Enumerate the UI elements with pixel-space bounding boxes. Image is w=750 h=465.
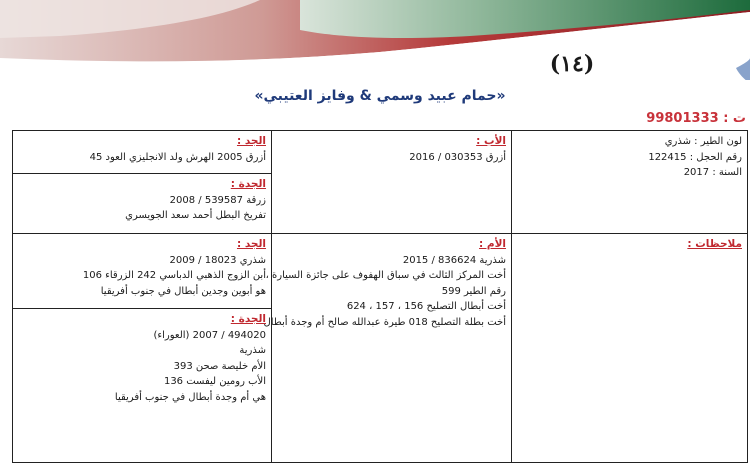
mgf-line-1: شذري 18023 / 2009 <box>169 254 266 266</box>
bird-year: السنة : 2017 <box>683 167 742 178</box>
pgf-label: الجد : <box>236 135 266 147</box>
mother-line-1: شذرية 836624 / 2015 <box>402 254 506 266</box>
phone-line <box>576 111 746 129</box>
mgf-line-2: أبن الزوج الذهبي الدباسي 242 الزرقاء 106 <box>82 270 266 281</box>
mgm-line-3: الأم خليصة صحن 393 <box>173 360 266 372</box>
mother-line-2: أخت المركز الثالث في سباق الهفوف على جائزة السيارة ، <box>265 270 506 281</box>
maternal-grandfather-cell <box>13 234 272 309</box>
pedigree-table <box>12 130 748 463</box>
pgf-line-1: أزرق 2005 الهرش ولد الانجليزي العود 45 <box>89 151 266 163</box>
mgm-label: الجدة : <box>230 313 266 325</box>
page-number: (١٤) <box>549 51 595 77</box>
pgm-line-2: تفريخ البطل أحمد سعد الجويسري <box>125 210 266 221</box>
remarks-cell <box>512 234 748 463</box>
maternal-grandmother-cell <box>13 309 272 463</box>
mother-line-5: أخت بطلة التصليح 018 طيرة عبدالله صالح أم وجدة أبطال <box>263 316 506 328</box>
mgf-line-3: هو أبوين وجدين أبطال في جنوب أفريقيا <box>100 285 266 297</box>
mother-label: الأم : <box>479 238 506 250</box>
flag-banner <box>0 0 750 80</box>
paternal-grandfather-cell <box>13 131 272 174</box>
owners-title: «حمام عبيد وسمي & وفايز العتيبي» <box>254 88 506 104</box>
father-line-1: أزرق 030353 / 2016 <box>409 151 506 163</box>
father-label: الأب : <box>476 135 506 147</box>
mgm-line-2: شذرية <box>239 345 266 356</box>
mother-cell <box>263 234 512 463</box>
pgm-line-1: زرقة 539587 / 2008 <box>169 194 266 206</box>
mother-line-3: رقم الطير 599 <box>441 285 506 297</box>
bird-info-cell <box>512 131 748 234</box>
phone-label: ت : <box>723 111 746 126</box>
remarks-label: ملاحظات : <box>687 238 742 250</box>
mgf-label: الجد : <box>236 238 266 250</box>
pgm-label: الجدة : <box>230 178 266 190</box>
father-cell <box>272 131 512 234</box>
mgm-line-1: 494020 / 2007 (العوراء) <box>153 329 266 341</box>
phone-number: 99801333 <box>646 111 719 126</box>
mgm-line-4: الأب رومين ليفست 136 <box>163 376 266 387</box>
mother-line-4: أخت أبطال التصليح 156 ، 157 ، 624 <box>346 301 506 312</box>
mgm-line-5: هي أم وجدة أبطال في جنوب أفريقيا <box>114 391 266 403</box>
paternal-grandmother-cell <box>13 174 272 234</box>
bird-ring: رقم الحجل : 122415 <box>648 151 742 163</box>
bird-color: لون الطير : شذري <box>664 136 742 147</box>
